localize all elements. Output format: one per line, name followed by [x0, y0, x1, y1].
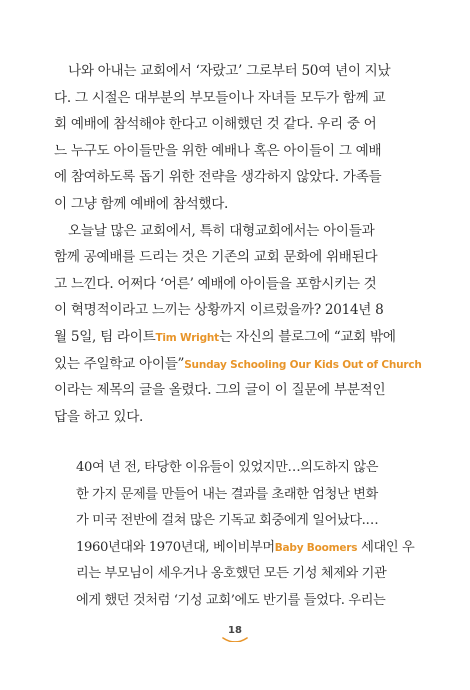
text-segment: 월 5일, 팀 라이트 — [54, 328, 156, 345]
english-name-tim-wright: Tim Wright — [155, 331, 219, 344]
paragraph-1-line-6: 이 그냥 함께 예배에 참석했다. — [54, 195, 229, 212]
quote-line-3: 가 미국 전반에 걸쳐 많은 기독교 회중에게 일어났다.… — [76, 513, 379, 529]
paragraph-2-line-6 — [54, 351, 422, 378]
text-segment: 1960년대와 1970년대, 베이비부머 — [76, 539, 275, 555]
text-segment: 는 자신의 블로그에 “교회 밖에 — [218, 328, 396, 345]
paragraph-1-line-2: 다. 그 시절은 대부분의 부모들이나 자녀들 모두가 함께 교 — [54, 89, 386, 106]
main-text — [54, 58, 422, 430]
quote-line-2: 한 가지 문제를 만들어 내는 결과를 초래한 엄청난 변화 — [76, 486, 378, 502]
paragraph-1-line-4: 느 누구도 아이들만을 위한 예배나 혹은 아이들이 그 예배 — [54, 142, 382, 159]
english-blog-title: Sunday Schooling Our Kids Out of Church — [184, 358, 422, 371]
english-term-baby-boomers: Baby Boomers — [274, 541, 358, 554]
paragraph-2-line-5 — [54, 324, 414, 351]
paragraph-2-line-2: 함께 공예배를 드리는 것은 기존의 교회 문화에 위배된다 — [54, 249, 378, 266]
quote-line-5: 리는 부모님이 세우거나 옹호했던 모든 기성 체제와 기관 — [76, 566, 387, 582]
quote-line-6: 에게 했던 것처럼 ‘기성 교회’에도 반기를 들었다. 우리는 — [76, 592, 386, 608]
paragraph-2-line-1: 오늘날 많은 교회에서, 특히 대형교회에서는 아이들과 — [68, 222, 375, 239]
paragraph-2-line-8: 답을 하고 있다. — [54, 408, 144, 425]
text-segment: 있는 주일학교 아이들” — [54, 355, 185, 372]
paragraph-1-line-5: 에 참여하도록 돕기 위한 전략을 생각하지 않았다. 가족들 — [54, 169, 382, 186]
paragraph-2-line-7: 이라는 제목의 글을 올렸다. 그의 글이 이 질문에 부분적인 — [54, 382, 386, 399]
quote-line-4 — [76, 535, 415, 562]
paragraph-1-line-3: 회 예배에 참석해야 한다고 이해했던 것 같다. 우리 중 어 — [54, 116, 377, 133]
paragraph-2-line-4: 이 혁명적이라고 느끼는 상황까지 이르렀을까? 2014년 8 — [54, 302, 384, 319]
text-segment: 세대인 우 — [357, 539, 415, 555]
paragraph-1-line-1: 나와 아내는 교회에서 ‘자랐고’ 그로부터 50여 년이 지났 — [68, 63, 391, 79]
paragraph-2-line-3: 고 느낀다. 어쩌다 ‘어른’ 예배에 아이들을 포함시키는 것 — [54, 275, 377, 292]
block-quote — [76, 455, 415, 615]
quote-line-1: 40여 년 전, 타당한 이유들이 있었지만…의도하지 않은 — [76, 460, 379, 475]
page-number: 18 — [228, 625, 242, 636]
